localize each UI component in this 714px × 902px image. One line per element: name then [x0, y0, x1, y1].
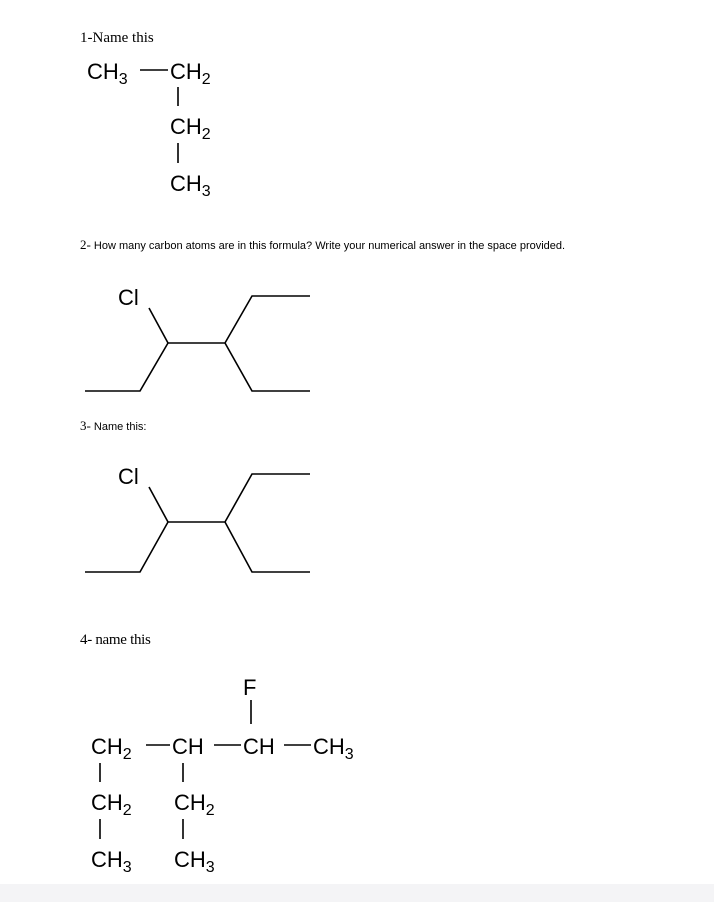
q4-branch-a-ch3: $CH_3$	[91, 847, 132, 876]
q1-ch2-top: $CH_2$	[170, 59, 211, 88]
bottom-band	[0, 884, 714, 902]
q4-main-ch2: $CH_2$	[91, 734, 132, 763]
q3-cl-label: Cl	[118, 464, 139, 489]
q1-ch3-bottom: $CH_3$	[170, 171, 211, 200]
question-3-number: 3-	[80, 418, 91, 433]
q4-main-ch-2: CH	[243, 734, 275, 759]
q4-branch-a-ch2: $CH_2$	[91, 790, 132, 819]
q4-branch-b-ch2: $CH_2$	[174, 790, 215, 819]
question-2-number: 2-	[80, 237, 91, 252]
question-4-label: 4- name this	[80, 632, 151, 648]
q4-main-ch-1: CH	[172, 734, 204, 759]
q4-branch-b-ch3: $CH_3$	[174, 847, 215, 876]
q2-cl-label: Cl	[118, 285, 139, 310]
question-2-text: How many carbon atoms are in this formula? Write your numerical answer in the space provided.	[93, 240, 566, 252]
q1-ch3-left: $CH_3$	[87, 59, 128, 88]
q4-main-ch3: $CH_3$	[313, 734, 354, 763]
question-3-text: Name this:	[93, 421, 147, 433]
question-1-label: 1-Name this	[80, 30, 154, 46]
q1-ch2-middle: $CH_2$	[170, 114, 211, 143]
q4-f-atom: F	[243, 675, 257, 700]
